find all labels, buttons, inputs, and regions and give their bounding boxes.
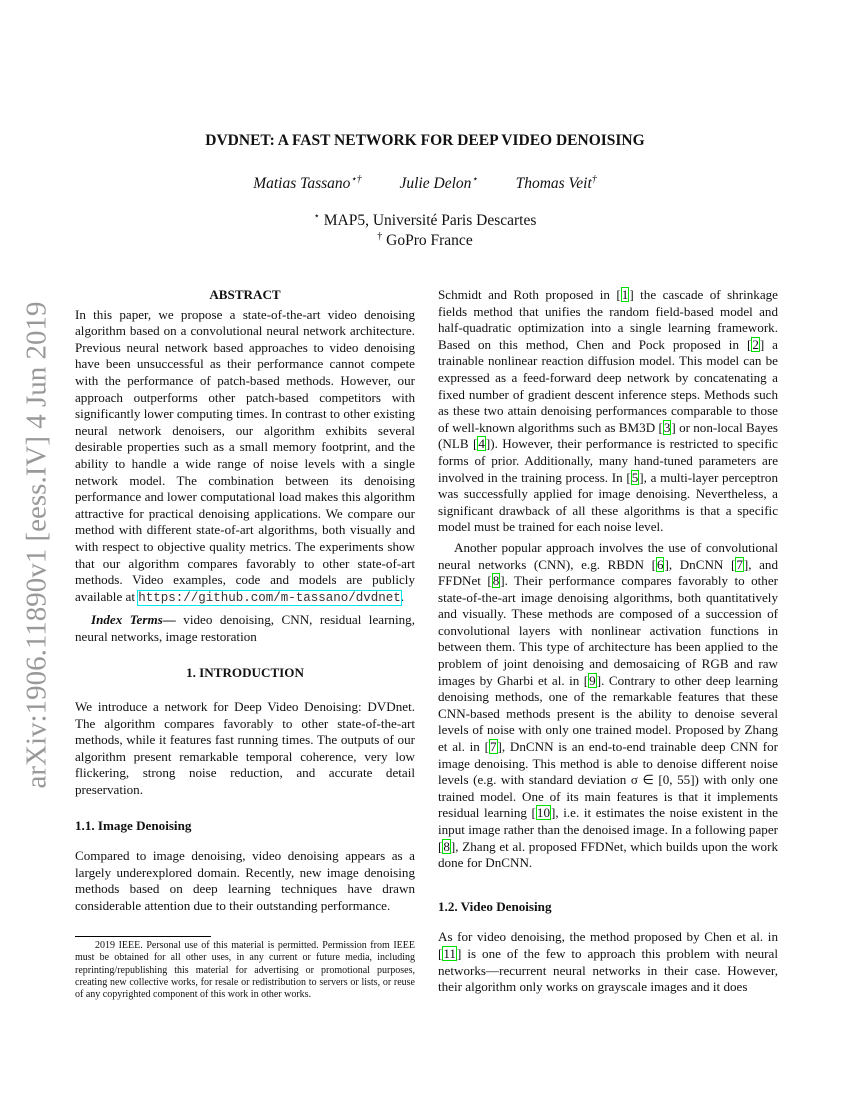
affiliation-text: GoPro France xyxy=(386,232,473,250)
abstract-body: In this paper, we propose a state-of-the-art video denoising algorithm based on a convolutional neural network architecture. Previous neural network based approaches to video denoising have been unsuccessful as their performance cannot compete with the performance of patch-based methods. However, our approach outperforms other patch-based competitors with significantly lower computing times. In contrast to other existing neural network denoisers, our algorithm exhibits several desirable properties such as a small memory footprint, and the ability to handle a wide range of noise levels with a single network model. The combination between its denoising performance and lower computational load makes this algorithm attractive for practical denoising applications. We compare our method with different state-of-art algorithms, both visually and with respect to objective quality metrics. The experiments show that our algorithm compares favorably to other state-of-art methods. Video examples, code and models are publicly available at xyxy=(75,306,416,604)
code-link[interactable]: https://github.com/m-tassano/dvdnet xyxy=(138,590,401,605)
citation-link[interactable]: 1 xyxy=(621,287,629,302)
paragraph-text: a trainable nonlinear reaction diffusion model. This model can be expressed as a feed-forward deep network by concatenating a fixed number of gradient descent inference steps. Methods such as these two attain denoising performances comparable to those of well-known algorithms such as BM3D xyxy=(438,336,778,435)
paragraph: As for video denoising, the method proposed by Chen et al. in [11] is one of the few to approach this problem with neural networks—recurrent neural networks in their case. However, their algorithm only works on grayscale images and it does xyxy=(438,929,778,995)
citation-link[interactable]: 8 xyxy=(492,573,500,589)
citation-link[interactable]: 9 xyxy=(589,672,596,688)
affiliation xyxy=(0,211,850,230)
citation-link[interactable]: 7 xyxy=(736,556,743,572)
index-terms xyxy=(75,612,415,645)
author-name: Matias Tassano xyxy=(253,175,351,193)
author-name: Thomas Veit xyxy=(515,175,592,193)
index-terms-text: video denoising, CNN, residual learning, neural networks, image restoration xyxy=(75,612,415,644)
footnote-text: 2019 IEEE. Personal use of this material is permitted. Permission from IEEE must be obtained for all other uses, in any current or future media, including reprinting/republishing this material for advertising or promotional purposes, creating new collective works, for resale or redistribution to servers or lists, or reuse of any copyrighted component of this work in other works. xyxy=(75,940,415,1001)
author xyxy=(516,175,597,192)
affiliation-mark: ⋆ xyxy=(313,211,320,222)
citation-link[interactable]: 4 xyxy=(478,436,485,452)
index-terms-label: Index Terms— xyxy=(91,612,176,628)
paragraph: Schmidt and Roth proposed in [1] the cascade of shrinkage fields method that unifies the random field-based model and half-quadratic optimization into a single learning framework. Based on this method, Chen and Pock proposed in [2] a trainable nonlinear reaction diffusion model. This model can be expressed as a feed-forward deep network by concatenating a fixed number of gradient descent inference steps. Methods such as these two attain denoising performances comparable to those of well-known algorithms such as BM3D [3] or non-local Bayes (NLB [4]). However, their performance is restricted to specific forms of prior. Additionally, many hand-tuned parameters are involved in the training process. In [5], a multi-layer perceptron was successfully applied for image denoising. Nevertheless, a significant drawback of all these algorithms is that a specific model must be trained for each noise level. xyxy=(438,287,779,535)
paragraph-text: , i.e. it estimates the noise existent in the input image rather than the denoised image. In a following paper xyxy=(438,805,778,837)
citation-link[interactable]: 8 xyxy=(443,838,450,854)
citation-link[interactable]: 7 xyxy=(489,739,497,755)
paragraph-text: , DnCNN xyxy=(668,556,731,572)
paragraph-text: , Zhang et al. proposed FFDNet, which builds upon the work done for DnCNN. xyxy=(438,838,778,871)
abstract-end: . xyxy=(400,588,405,604)
paragraph-text: or non-local Bayes (NLB xyxy=(438,419,778,452)
paragraph: Another popular approach involves the use of convolutional neural networks (CNN), e.g. RBDN [6], DnCNN [7], and FFDNet [8]. Their performance compares favorably to other state-of-the-art image denoising algorithms, both quantitatively and visually. These methods are composed of a succession of convolutional layers with nonlinear activation functions in between them. This type of architecture has been applied to the problem of joint denoising and demosaicing of RGB and raw images by Gharbi et al. in [9]. Contrary to other deep learning denoising methods, one of the remarkable features that these CNN-based methods present is the ability to denoise several levels of noise with only one trained model. Proposed by Zhang et al. in [7], DnCNN is an end-to-end trainable deep CNN for image denoising. This method is able to denoise different noise levels (e.g. with standard deviation σ ∈ [0, 55]) with only one trained model. One of its main features is that it implements residual learning [10], i.e. it estimates the noise existent in the input image rather than the denoised image. In a following paper [8], Zhang et al. proposed FFDNet, which builds upon the work done for DnCNN. xyxy=(438,539,779,871)
abstract-text xyxy=(75,307,415,607)
author-mark: ⋆† xyxy=(350,174,362,185)
citation-link[interactable]: 2 xyxy=(752,336,759,352)
abstract-heading: ABSTRACT xyxy=(209,287,281,302)
right-paragraphs xyxy=(438,287,778,872)
paragraph-text: , a multi-layer perceptron was successfully applied for image denoising. Nevertheless, a significant drawback of all these algorithms is that a specific model must be trained for each noise level. xyxy=(438,469,779,535)
citation-link[interactable]: 6 xyxy=(656,556,664,572)
paragraph-text: As for video denoising, the method proposed by Chen et al. in xyxy=(438,929,778,945)
author xyxy=(400,175,478,192)
author-mark: ⋆ xyxy=(471,174,478,185)
paragraph-text: is one of the few to approach this problem with neural networks—recurrent neural networks in their case. However, their algorithm only works on grayscale images and it does xyxy=(438,945,778,995)
paragraph-text: . Their performance compares favorably to other state-of-the-art image denoising algorithms, both quantitatively and visually. These methods are composed of a succession of convolutional layers with nonlinear activation functions in between them. This type of architecture has been applied to the problem of joint denoising and demosaicing of RGB and raw images by Gharbi et al. in xyxy=(438,573,778,688)
citation-link[interactable]: 11 xyxy=(443,945,456,961)
authors xyxy=(0,174,850,193)
image-denoising-paragraph: Compared to image denoising, video denoising appears as a largely underexplored domain. Recently, new image denoising methods based on deep learning techniques have drawn considerable attention due to their outstanding performance. xyxy=(75,848,415,913)
affiliation xyxy=(0,231,850,250)
paragraph-text: Schmidt and Roth proposed in xyxy=(438,287,617,302)
video-denoising-paragraph xyxy=(438,929,778,995)
subsection-heading: 1.2. Video Denoising xyxy=(438,898,552,914)
affiliation-text: MAP5, Université Paris Descartes xyxy=(323,212,537,230)
affiliation-mark: † xyxy=(377,231,383,242)
paragraph-text: , DnCNN is an end-to-end trainable deep CNN for image denoising. This method is able to denoise different noise levels (e.g. with standard deviation σ ∈ [0, 55]) with only one trained model. One of its main features is that it implements residual learning xyxy=(438,739,778,821)
paragraph-text: , and FFDNet xyxy=(438,556,779,589)
author xyxy=(253,175,361,192)
author-name: Julie Delon xyxy=(399,175,472,193)
subsection-heading: 1.1. Image Denoising xyxy=(75,817,192,833)
paragraph-text: . Contrary to other deep learning denoising methods, one of the remarkable features that these CNN-based methods present is the ability to denoise several levels of noise with only one trained model. Proposed by Zhang et al. in xyxy=(438,672,778,755)
arxiv-stamp: arXiv:1906.11890v1 [eess.IV] 4 Jun 2019 xyxy=(20,301,53,789)
citation-link[interactable]: 10 xyxy=(536,805,551,821)
citation-link[interactable]: 3 xyxy=(663,419,671,435)
left-column xyxy=(75,287,415,915)
section-heading: 1. INTRODUCTION xyxy=(186,665,304,681)
paper-title: DVDNET: A FAST NETWORK FOR DEEP VIDEO DENOISING xyxy=(205,132,645,149)
paragraph-text: ). However, their performance is restricted to specific forms of prior. Additionally, many hand-tuned parameters are involved in the training process. In xyxy=(438,436,778,485)
author-mark: † xyxy=(591,174,597,185)
right-column xyxy=(438,287,778,996)
citation-link[interactable]: 5 xyxy=(631,469,639,485)
footnote-rule xyxy=(75,936,211,937)
paragraph-text: the cascade of shrinkage fields method that unifies the random field-based model and half-quadratic optimization into a single learning framework. Based on this method, Chen and Pock proposed in xyxy=(438,287,778,352)
intro-paragraph: We introduce a network for Deep Video Denoising: DVDnet. The algorithm compares favorably to other state-of-the-art methods, while it features fast running times. The outputs of our algorithm present remarkable temporal coherence, very low flickering, strong noise reduction, and accurate detail preservation. xyxy=(75,699,415,798)
paragraph-text: Another popular approach involves the use of convolutional neural networks (CNN), e.g. RBDN xyxy=(438,539,778,572)
copyright-footnote xyxy=(75,936,415,1001)
